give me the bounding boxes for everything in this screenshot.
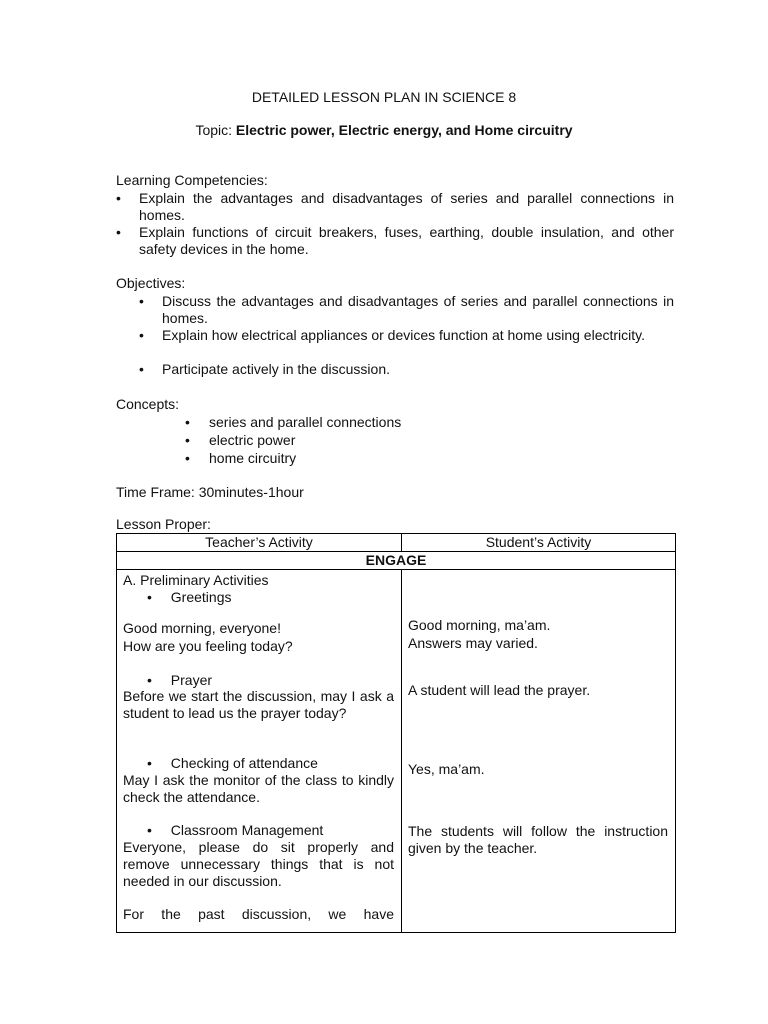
- bullet-icon: •: [147, 589, 152, 605]
- table-row: [117, 570, 676, 933]
- teacher-question: How are you feeling today?: [123, 638, 293, 654]
- list-item: • Prayer: [147, 672, 213, 688]
- bullet-icon: •: [116, 190, 121, 206]
- list-item: • electric power: [185, 432, 296, 448]
- topic-line: [0, 122, 768, 139]
- teacher-classroom-text: Everyone, please do sit properly and remove unnecessary things that is not needed in our discussion.: [123, 839, 394, 889]
- table-header-row: [117, 534, 676, 552]
- competencies-list: [116, 190, 674, 258]
- student-greeting: Good morning, ma’am.: [408, 617, 551, 633]
- col-header-teacher: Teacher’s Activity: [117, 534, 402, 552]
- teacher-attendance-text: May I ask the monitor of the class to kindly check the attendance.: [123, 772, 394, 805]
- concepts-list: [185, 414, 585, 468]
- objectives-list: [139, 293, 674, 378]
- list-item: • Explain how electrical appliances or devices function at home using electricity.: [139, 327, 645, 343]
- col-header-student: Student’s Activity: [402, 534, 676, 552]
- student-cell: [402, 570, 676, 933]
- student-attendance: Yes, ma’am.: [408, 761, 485, 777]
- list-item: • Explain functions of circuit breakers, fuses, earthing, double insulation, and other safety devices in the home.: [116, 224, 674, 257]
- bullet-icon: •: [185, 432, 190, 448]
- list-item: • Discuss the advantages and disadvantages of series and parallel connections in homes.: [139, 293, 674, 326]
- bullet-icon: •: [139, 327, 144, 343]
- engage-row: [117, 552, 676, 570]
- bullet-icon: •: [139, 361, 144, 377]
- bullet-icon: •: [147, 822, 152, 838]
- preliminary-heading: A. Preliminary Activities: [123, 572, 269, 588]
- teacher-past-discussion: For the past discussion, we have: [123, 906, 394, 922]
- lesson-proper-heading: Lesson Proper:: [116, 516, 211, 532]
- teacher-cell: [117, 570, 402, 933]
- list-item: • Explain the advantages and disadvantages of series and parallel connections in homes.: [116, 190, 674, 223]
- bullet-icon: •: [139, 293, 144, 309]
- time-frame: Time Frame: 30minutes-1hour: [116, 484, 304, 500]
- topic-label: Topic:: [195, 122, 236, 138]
- list-item: • Greetings: [147, 589, 232, 605]
- list-item: • home circuitry: [185, 450, 297, 466]
- bullet-icon: •: [185, 450, 190, 466]
- student-prayer: A student will lead the prayer.: [408, 682, 591, 698]
- teacher-greeting: Good morning, everyone!: [123, 620, 281, 636]
- list-item: • Checking of attendance: [147, 755, 318, 771]
- objectives-heading: Objectives:: [116, 275, 186, 291]
- page-title: DETAILED LESSON PLAN IN SCIENCE 8: [251, 89, 517, 105]
- list-item: • Classroom Management: [147, 822, 324, 838]
- bullet-icon: •: [116, 224, 121, 240]
- teacher-prayer-text: Before we start the discussion, may I ask a student to lead us the prayer today?: [123, 688, 394, 721]
- engage-label: ENGAGE: [117, 552, 676, 570]
- concepts-heading: Concepts:: [116, 396, 180, 412]
- bullet-icon: •: [147, 672, 152, 688]
- topic-value: Electric power, Electric energy, and Home circuitry: [235, 122, 573, 138]
- lesson-table: [116, 533, 676, 933]
- list-item: • series and parallel connections: [185, 414, 402, 430]
- bullet-icon: •: [147, 755, 152, 771]
- bullet-icon: •: [185, 414, 190, 430]
- list-item: • Participate actively in the discussion.: [139, 361, 390, 377]
- student-answers: Answers may varied.: [408, 635, 538, 651]
- student-classroom: The students will follow the instruction given by the teacher.: [408, 823, 668, 856]
- competencies-heading: Learning Competencies:: [116, 172, 268, 188]
